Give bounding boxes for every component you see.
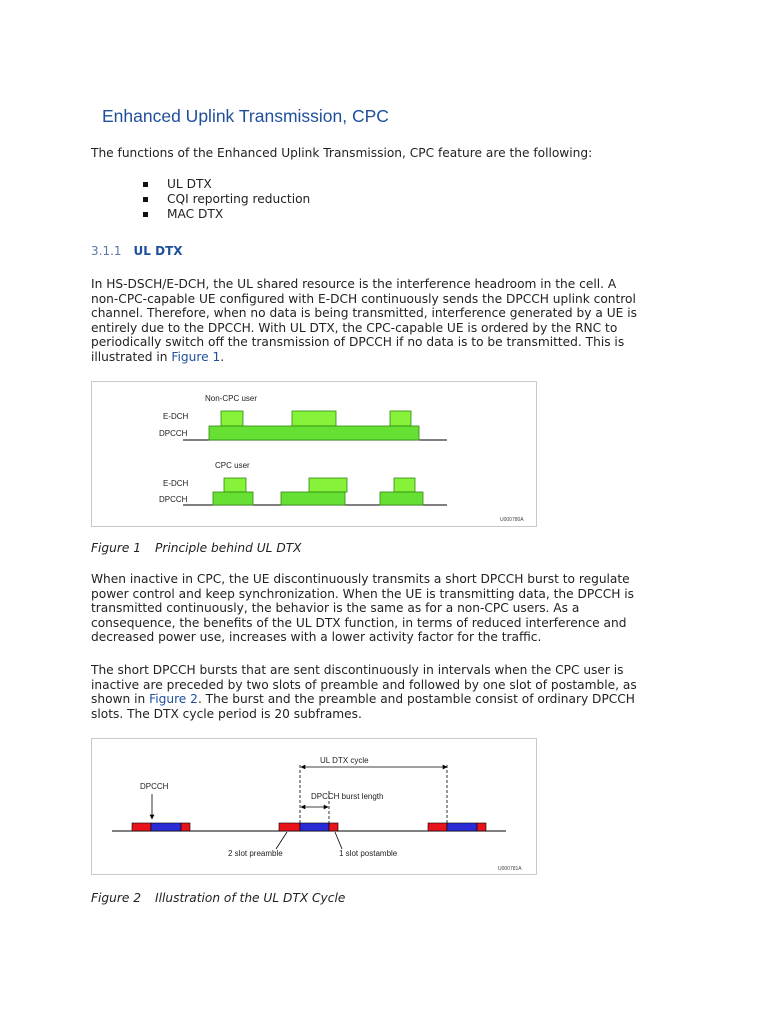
dpcch-label: DPCCH (159, 429, 188, 438)
paragraph-inactive: When inactive in CPC, the UE discontinuously transmits a short DPCCH burst to regulate power control and keep synchronization. When the UE is transmitting data, the DPCCH is transmitted continuously, the behavior is the same as for a non-CPC users. As a consequence, the benefits of the UL DTX function, in terms of reduced interference and decreased power use, increases with a lower activity factor for the traffic. (91, 572, 634, 645)
figure-1-diagram (92, 382, 536, 526)
figure-code: U000780A (500, 517, 524, 523)
edch-burst (221, 411, 243, 426)
intro-paragraph: The functions of the Enhanced Uplink Transmission, CPC feature are the following: (91, 146, 593, 160)
bullet-icon (143, 182, 148, 187)
burst-length-label: DPCCH burst length (311, 792, 384, 801)
edch-label: E-DCH (163, 412, 189, 421)
cpc-user-label: CPC user (215, 461, 250, 470)
dpcch-continuous (209, 426, 419, 440)
edch-burst (309, 478, 347, 492)
preamble-slot (279, 823, 300, 831)
ul-dtx-cycle-label: UL DTX cycle (320, 756, 369, 765)
page-title: Enhanced Uplink Transmission, CPC (102, 106, 389, 126)
dpcch-label: DPCCH (159, 495, 188, 504)
figure-1-caption: Figure 1 Principle behind UL DTX (91, 541, 302, 555)
dpcch-burst (151, 823, 181, 831)
figure2-link[interactable]: Figure 2 (149, 692, 198, 707)
bullet-icon (143, 197, 148, 202)
preamble-label: 2 slot preamble (228, 849, 283, 858)
preamble-slot (428, 823, 447, 831)
edch-burst (390, 411, 411, 426)
non-cpc-user-label: Non-CPC user (205, 394, 258, 403)
postamble-label: 1 slot postamble (339, 849, 398, 858)
postamble-pointer (335, 832, 342, 849)
figure-2-caption: Figure 2 Illustration of the UL DTX Cycle (91, 891, 346, 905)
section-number: 3.1.1 (91, 244, 122, 258)
figure-2 (91, 738, 537, 875)
figure-2-diagram (92, 739, 536, 874)
edch-burst (292, 411, 336, 426)
dpcch-burst (380, 492, 423, 505)
bullet-icon (143, 212, 148, 217)
postamble-slot (477, 823, 486, 831)
postamble-slot (329, 823, 338, 831)
paragraph-bursts: The short DPCCH bursts that are sent discontinuously in intervals when the CPC user is inactive are preceded by two slots of preamble and followed by one slot of postamble, as shown in Figure 2. The burst and the preamble and postamble consist of ordinary DPCCH slots. The DTX cycle period is 20 subframes. (91, 663, 637, 721)
postamble-slot (181, 823, 190, 831)
dpcch-burst (447, 823, 477, 831)
paragraph-ul-dtx: In HS-DSCH/E-DCH, the UL shared resource is the interference headroom in the cell. A non-CPC-capable UE configured with E-DCH continuously sends the DPCCH uplink control channel. Therefore, when no data is being transmitted, interference generated by a UE is entirely due to the DPCCH. With UL DTX, the CPC-capable UE is ordered by the RNC to periodically switch off the transmission of DPCCH if no data is to be transmitted. This is illustrated in Figure 1. (91, 277, 637, 364)
figure-code: U000781A (498, 866, 522, 872)
preamble-slot (132, 823, 151, 831)
edch-burst (394, 478, 415, 492)
section-title: UL DTX (133, 244, 183, 258)
dpcch-label: DPCCH (140, 782, 169, 791)
figure1-link[interactable]: Figure 1 (171, 349, 221, 364)
section-heading (91, 244, 183, 258)
edch-burst (224, 478, 246, 492)
dpcch-burst (281, 492, 345, 505)
dpcch-burst (213, 492, 253, 505)
edch-label: E-DCH (163, 479, 189, 488)
preamble-pointer (276, 832, 287, 849)
figure-1 (91, 381, 537, 527)
dpcch-burst (300, 823, 329, 831)
